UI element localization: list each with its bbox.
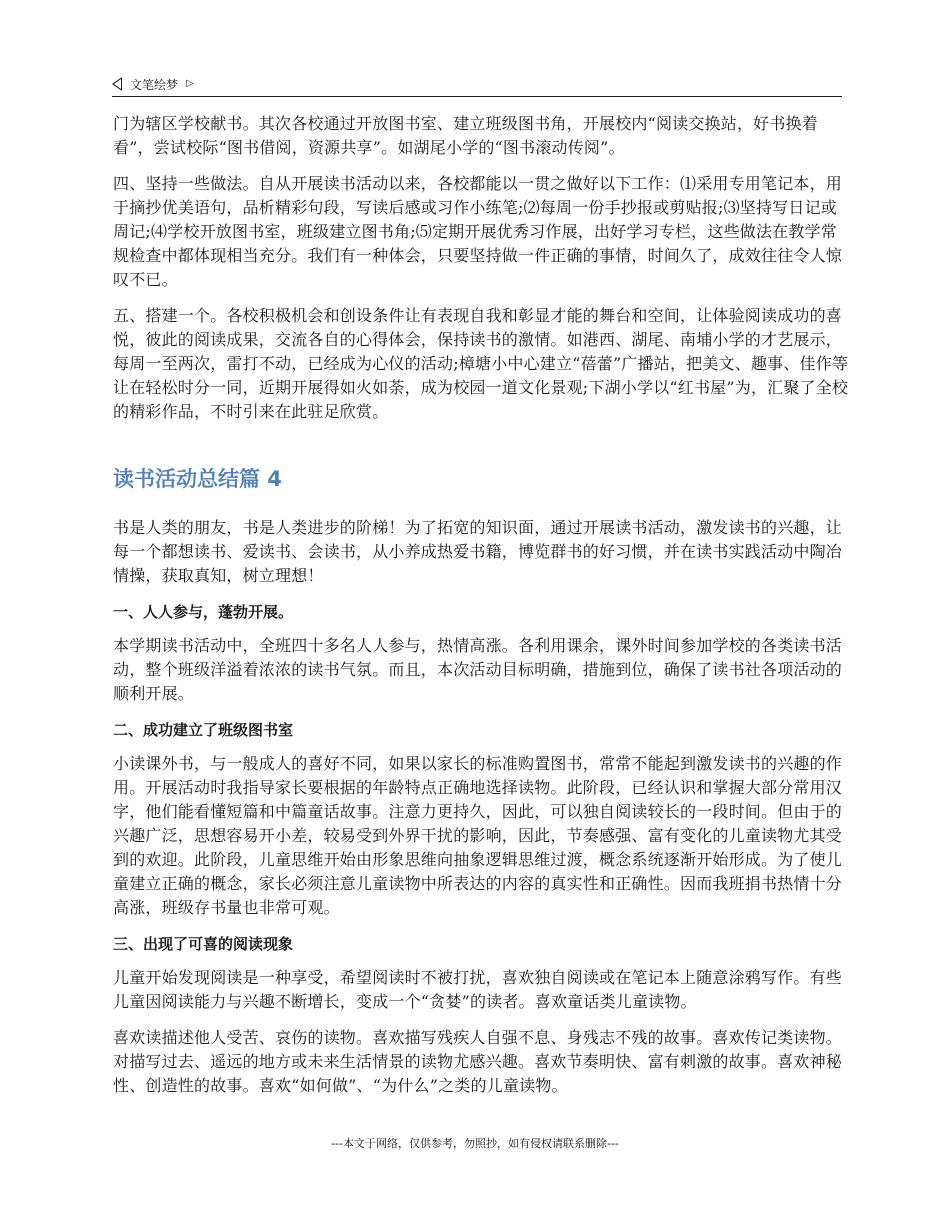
page-footer: ---本文于网络，仅供参考，勿照抄，如有侵权请联系删除--- xyxy=(331,1137,619,1150)
paragraph: 五、搭建一个。各校积极机会和创设条件让有表现自我和彰显才能的舞台和空间，让体验阅读成功的喜悦，彼此的阅读成果，交流各自的心得体会，保持读书的激情。如港西、湖尾、南埔小学的才艺展示，每周一至两次，雷打不动，已经成为心仪的活动;樟塘小中心建立“蓓蕾”广播站，把美文、趣事、佳作等让在轻松时分一同，近期开展得如火如荼，成为校园一道文化景观;下湖小学以“红书屋”为，汇聚了全校的精彩作品，不时引来在此驻足欣赏。 xyxy=(113,306,849,421)
paragraph: 儿童开始发现阅读是一种享受，希望阅读时不被打扰，喜欢独自阅读或在笔记本上随意涂鸦写作。有些儿童因阅读能力与兴趣不断增长，变成一个“贪婪”的读者。喜欢童话类儿童读物。 xyxy=(113,968,843,1011)
paragraph: 本学期读书活动中，全班四十多名人人参与，热情高涨。各利用课余，课外时间参加学校的各类读书活动，整个班级洋溢着浓浓的读书气氛。而且，本次活动目标明确，措施到位，确保了读书社各项活动的顺利开展。 xyxy=(113,636,843,703)
header-title: 文笔绘梦 xyxy=(130,77,179,92)
section-title: 读书活动总结篇 4 xyxy=(113,467,282,491)
section-heading: 二、成功建立了班级图书室 xyxy=(113,721,294,739)
intro-paragraph: 书是人类的朋友，书是人类进步的阶梯！为了拓宽的知识面，通过开展读书活动，激发读书的兴趣，让每一个都想读书、爱读书、会读书，从小养成热爱书籍，博览群书的好习惯，并在读书实践活动中陶冶情操，获取真知，树立理想！ xyxy=(113,518,843,585)
paragraph: 小读课外书，与一般成人的喜好不同，如果以家长的标准购置图书，常常不能起到激发读书的兴趣的作用。开展活动时我指导家长要根据的年龄特点正确地选择读物。此阶段，已经认识和掌握大部分常用汉字，他们能看懂短篇和中篇童话故事。注意力更持久，因此，可以独自阅读较长的一段时间。但由于的兴趣广泛，思想容易开小差，较易受到外界干扰的影响，因此，节奏感强、富有变化的儿童读物尤其受到的欢迎。此阶段，儿童思维开始由形象思维向抽象逻辑思维过渡，概念系统逐渐开始形成。为了使儿童建立正确的概念，家长必须注意儿童读物中所表达的内容的真实性和正确性。因而我班捐书热情十分高涨，班级存书量也非常可观。 xyxy=(113,754,843,917)
section-heading: 三、出现了可喜的阅读现象 xyxy=(113,935,294,953)
document-body xyxy=(113,112,851,1110)
section-heading: 一、人人参与，蓬勃开展。 xyxy=(113,603,294,621)
paragraph: 四、坚持一些做法。自从开展读书活动以来，各校都能以一贯之做好以下工作：⑴采用专用笔记本，用于摘抄优美语句，品析精彩句段，写读后感或习作小练笔;⑵每周一份手抄报或剪贴报;⑶坚持写日记或周记;⑷学校开放图书室，班级建立图书角;⑸定期开展优秀习作展，出好学习专栏，这些做法在教学常规检查中都体现相当充分。我们有一种体会，只要坚持做一件正确的事情，时间久了，成效往往令人惊叹不已。 xyxy=(113,174,843,289)
paragraph: 喜欢读描述他人受苦、哀伤的读物。喜欢描写残疾人自强不息、身残志不残的故事。喜欢传记类读物。对描写过去、遥远的地方或未来生活情景的读物尤感兴趣。喜欢节奏明快、富有刺激的故事。喜欢神秘性、创造性的故事。喜欢“如何做”、“为什么”之类的儿童读物。 xyxy=(113,1028,843,1095)
paragraph: 门为辖区学校献书。其次各校通过开放图书室、建立班级图书角，开展校内“阅读交换站，好书换着看”，尝试校际“图书借阅，资源共享”。如湖尾小学的“图书滚动传阅”。 xyxy=(113,114,818,157)
back-triangle-icon xyxy=(112,77,122,91)
play-triangle-icon: ▷ xyxy=(186,78,194,89)
page-header xyxy=(112,72,842,97)
